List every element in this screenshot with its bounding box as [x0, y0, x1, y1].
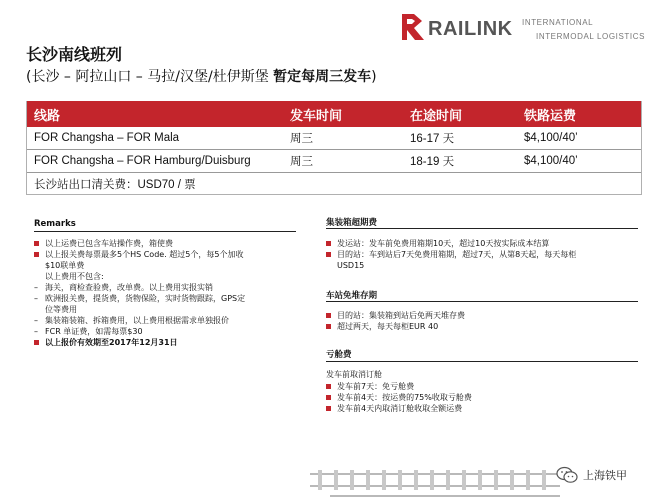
rate-table [26, 101, 642, 195]
list-item: USD15 [337, 261, 365, 270]
watermark-text: 上海铁甲 [583, 469, 627, 482]
storage-list [326, 310, 638, 332]
table-row [26, 127, 642, 150]
overdue-title: 集装箱超期费 [326, 218, 378, 228]
overdue-divider [326, 228, 638, 229]
wechat-icon [556, 466, 578, 484]
watermark [556, 466, 627, 484]
railink-logo [400, 12, 662, 48]
cell-route: FOR Changsha – FOR Mala [26, 127, 276, 150]
logo-tagline-2: INTERMODAL LOGISTICS [536, 32, 646, 41]
deficit-title: 亏舱费 [326, 350, 352, 360]
page-title: 长沙南线班列 [26, 45, 123, 64]
list-item: 发车前7天：免亏舱费 [326, 381, 638, 392]
rate-table-header [26, 101, 642, 127]
list-item: $10联单费 [45, 261, 85, 270]
customs-fee-note: 长沙站出口清关费：USD70 / 票 [34, 179, 196, 191]
cell-route: FOR Changsha – FOR Hamburg/Duisburg [26, 150, 276, 173]
list-item: 以上报价有效期至2017年12月31日 [34, 337, 304, 348]
cell-freight: $4,100/40’ [516, 150, 642, 173]
rail-tracks-decoration [310, 464, 560, 504]
list-item: 以上报关费每票最多5个HS Code. 超过5个，每5个加收 [34, 249, 304, 260]
list-item: 以上运费已包含车站操作费，箱使费 [34, 238, 304, 249]
list-item: 发运站：发车前免费用箱期10天，超过10天按实际成本结算 [326, 238, 638, 249]
storage-title: 车站免堆存期 [326, 291, 378, 301]
list-item: 目的站：车到站后7天免费用箱期，超过7天，从第8天起，每天每柜 [326, 249, 638, 260]
route-subtitle [26, 66, 377, 86]
route-suffix: ) [371, 69, 377, 85]
cell-freight: $4,100/40’ [516, 127, 642, 150]
deficit-intro: 发车前取消订舱 [326, 370, 382, 379]
deficit-list [326, 381, 638, 414]
header-freight: 铁路运费 [516, 101, 642, 127]
logo-brand: RAILINK [428, 18, 513, 40]
header-transit: 在途时间 [402, 101, 516, 127]
list-item: – 集装箱装箱、拆箱费用，以上费用根据需求单独报价 [34, 315, 304, 326]
list-item: 发车前4天内取消订舱收取全额运费 [326, 403, 638, 414]
cell-departure: 周三 [276, 150, 402, 173]
route-schedule: 暂定每周三发车 [273, 69, 372, 85]
deficit-divider [326, 361, 638, 362]
list-item: 位等费用 [45, 305, 77, 314]
cell-transit: 18-19 天 [402, 150, 516, 173]
remarks-divider [34, 231, 296, 232]
list-item: 发车前4天：按运费的75%收取亏舱费 [326, 392, 638, 403]
railink-r-logo-icon [400, 12, 426, 42]
overdue-list [326, 238, 638, 271]
list-item: 目的站：集装箱到站后免两天堆存费 [326, 310, 638, 321]
logo-tagline-1: INTERNATIONAL [522, 18, 594, 27]
remarks-list [34, 238, 304, 348]
storage-divider [326, 301, 638, 302]
list-item: – FCR 单证费，如需每票$30 [34, 326, 304, 337]
table-row-fee [26, 173, 642, 196]
list-item: – 欧洲报关费，提货费，货物保险，实时货物跟踪，GPS定 [34, 293, 304, 304]
header-departure: 发车时间 [276, 101, 402, 127]
header-route: 线路 [26, 101, 276, 127]
list-item: 超过两天，每天每柜EUR 40 [326, 321, 638, 332]
cell-transit: 16-17 天 [402, 127, 516, 150]
list-item: 以上费用不包含: [45, 272, 104, 281]
remarks-title: Remarks [34, 219, 76, 229]
route-prefix: (长沙 – 阿拉山口 – 马拉/汉堡/杜伊斯堡 [26, 69, 274, 85]
list-item: – 海关，商检查验费，改单费。以上费用实报实销 [34, 282, 304, 293]
cell-departure: 周三 [276, 127, 402, 150]
table-row [26, 150, 642, 173]
